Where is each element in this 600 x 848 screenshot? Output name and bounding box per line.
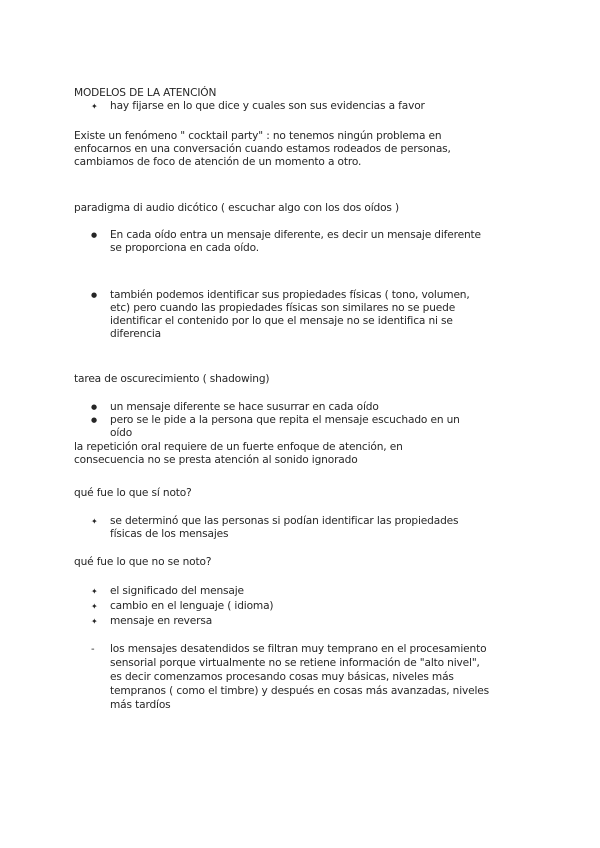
dash-bullet-icon: -	[91, 644, 95, 655]
not-noticed-heading: qué fue lo que no se noto?	[74, 556, 212, 568]
cocktail-line-2: enfocarnos en una conversación cuando estamos rodeados de personas,	[74, 143, 451, 155]
conclusion-line-3: es decir comenzamos procesando cosas muy básicas, niveles más	[110, 671, 454, 683]
page-title: MODELOS DE LA ATENCIÓN	[74, 87, 217, 99]
not-noticed-item-2: cambio en el lenguaje ( idioma)	[110, 600, 274, 612]
noticed-item-line-1: se determinó que las personas si podían identificar las propiedades	[110, 515, 459, 527]
not-noticed-item-1: el significado del mensaje	[110, 585, 244, 597]
diamond-bullet-icon: ✦	[91, 102, 98, 111]
shadow-item-1: un mensaje diferente se hace susurrar en cada oído	[110, 401, 379, 413]
dot-bullet-icon: ●	[91, 291, 98, 299]
dicotic-item-2-line-1: también podemos identificar sus propiedades físicas ( tono, volumen,	[110, 289, 470, 301]
not-noticed-item-3: mensaje en reversa	[110, 615, 213, 627]
conclusion-line-5: más tardíos	[110, 699, 171, 711]
shadow-item-2-line-1: pero se le pide a la persona que repita el mensaje escuchado en un	[110, 414, 460, 426]
dot-bullet-icon: ●	[91, 416, 98, 424]
cocktail-line-3: cambiamos de foco de atención de un momento a otro.	[74, 156, 362, 168]
dicotic-item-2-line-2: etc) pero cuando las propiedades físicas son similares no se puede	[110, 302, 456, 314]
diamond-bullet-icon: ✦	[91, 602, 98, 611]
shadow-note-line-1: la repetición oral requiere de un fuerte enfoque de atención, en	[74, 441, 403, 453]
noticed-item-line-2: físicas de los mensajes	[110, 528, 229, 540]
intro-bullet-text: hay fijarse en lo que dice y cuales son sus evidencias a favor	[110, 100, 425, 112]
shadow-heading: tarea de oscurecimiento ( shadowing)	[74, 373, 270, 385]
diamond-bullet-icon: ✦	[91, 587, 98, 596]
dicotic-item-1-line-1: En cada oído entra un mensaje diferente, es decir un mensaje diferente	[110, 229, 481, 241]
dot-bullet-icon: ●	[91, 231, 98, 239]
dicotic-item-2-line-3: identificar el contenido por lo que el mensaje no se identifica ni se	[110, 315, 453, 327]
dicotic-item-2-line-4: diferencia	[110, 328, 162, 340]
shadow-item-2-line-2: oído	[110, 427, 133, 439]
dot-bullet-icon: ●	[91, 403, 98, 411]
conclusion-line-2: sensorial porque virtualmente no se retiene información de "alto nivel",	[110, 657, 480, 669]
diamond-bullet-icon: ✦	[91, 617, 98, 626]
dicotic-item-1-line-2: se proporciona en cada oído.	[110, 242, 259, 254]
conclusion-line-1: los mensajes desatendidos se filtran muy temprano en el procesamiento	[110, 643, 487, 655]
conclusion-line-4: tempranos ( como el timbre) y después en cosas más avanzadas, niveles	[110, 685, 490, 697]
diamond-bullet-icon: ✦	[91, 517, 98, 526]
noticed-heading: qué fue lo que sí noto?	[74, 487, 192, 499]
shadow-note-line-2: consecuencia no se presta atención al sonido ignorado	[74, 454, 358, 466]
cocktail-line-1: Existe un fenómeno " cocktail party" : no tenemos ningún problema en	[74, 130, 442, 142]
dicotic-heading: paradigma di audio dicótico ( escuchar algo con los dos oídos )	[74, 202, 399, 214]
